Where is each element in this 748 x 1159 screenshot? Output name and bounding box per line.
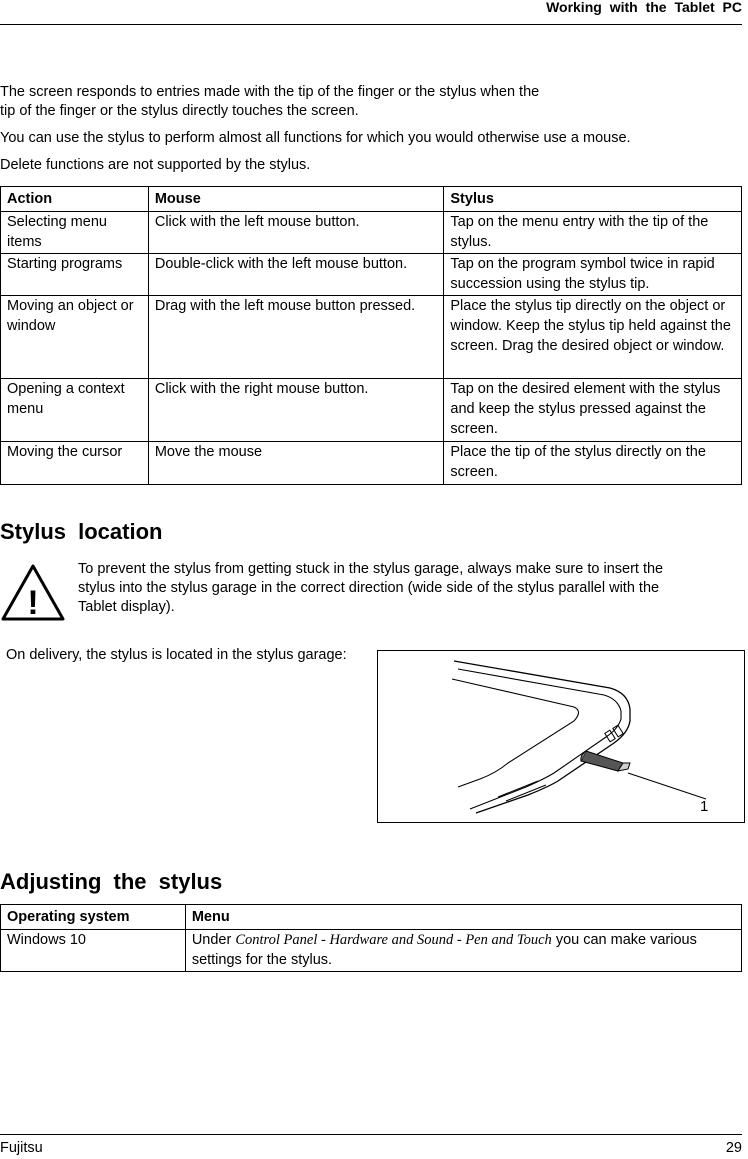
cell-action: Starting programs [1,254,149,296]
table-row [1,379,742,442]
cell-action: Moving the cursor [1,442,149,485]
cell-stylus: Tap on the menu entry with the tip of the stylus. [444,212,742,254]
header-stylus: Stylus [444,187,742,212]
intro-paragraph-2: You can use the stylus to perform almost all functions for which you would otherwise use a mouse. [0,130,631,146]
table-header-row [1,905,742,930]
cell-action: Selecting menu items [1,212,149,254]
menu-path: Control Panel - Hardware and Sound - Pen and Touch [235,932,552,948]
header-mouse: Mouse [148,187,444,212]
cell-menu [185,930,741,972]
stylus-graphic [581,751,630,771]
table-row [1,212,742,254]
adjusting-table [0,904,742,972]
table-row [1,930,742,972]
header-menu: Menu [185,905,741,930]
menu-prefix: Under [191,932,232,948]
table-row [1,296,742,379]
tablet-corner-illustration [378,651,743,821]
running-header: Working with the Tablet PC [546,0,742,15]
cell-action: Moving an object or window [1,296,149,379]
table-header-row [1,187,742,212]
cell-mouse: Click with the left mouse button. [148,212,444,254]
header-operating-system: Operating system [1,905,186,930]
warning-text: To prevent the stylus from getting stuck in the stylus garage, always make sure to insert the stylus into the stylus garage in the correct direction (wide side of the stylus parallel with the Tablet display). [78,561,664,615]
intro-line-2: tip of the finger or the stylus directly touches the screen. [0,103,359,119]
cell-mouse: Move the mouse [148,442,444,485]
section-heading-adjusting: Adjusting the stylus [0,869,223,894]
stylus-functions-table [0,186,742,485]
cell-stylus: Place the tip of the stylus directly on the screen. [444,442,742,485]
warning-icon [0,563,66,623]
stylus-garage-figure [377,650,745,823]
cell-stylus: Tap on the desired element with the stylus and keep the stylus pressed against the screen. [444,379,742,442]
cell-stylus: Place the stylus tip directly on the object or window. Keep the stylus tip held against the screen. Drag the desired object or window. [444,296,742,379]
menu-suffix: you can make various settings for the stylus. [191,932,697,968]
header-rule [0,24,742,25]
delivery-text: On delivery, the stylus is located in the stylus garage: [6,647,347,663]
table-row [1,442,742,485]
cell-mouse: Double-click with the left mouse button. [148,254,444,296]
figure-callout-1: 1 [700,798,709,815]
cell-os: Windows 10 [1,930,186,972]
intro-line-1: The screen responds to entries made with the tip of the finger or the stylus when the [0,84,540,100]
footer-brand: Fujitsu [0,1140,43,1156]
cell-action: Opening a context menu [1,379,149,442]
intro-paragraph-3: Delete functions are not supported by the stylus. [0,157,311,173]
section-heading-stylus-location: Stylus location [0,519,163,544]
page-number: 29 [725,1140,742,1156]
footer-rule [0,1134,742,1135]
cell-mouse: Drag with the left mouse button pressed. [148,296,444,379]
cell-mouse: Click with the right mouse button. [148,379,444,442]
header-action: Action [1,187,149,212]
table-row [1,254,742,296]
cell-stylus: Tap on the program symbol twice in rapid succession using the stylus tip. [444,254,742,296]
warning-symbol: ! [27,584,39,622]
